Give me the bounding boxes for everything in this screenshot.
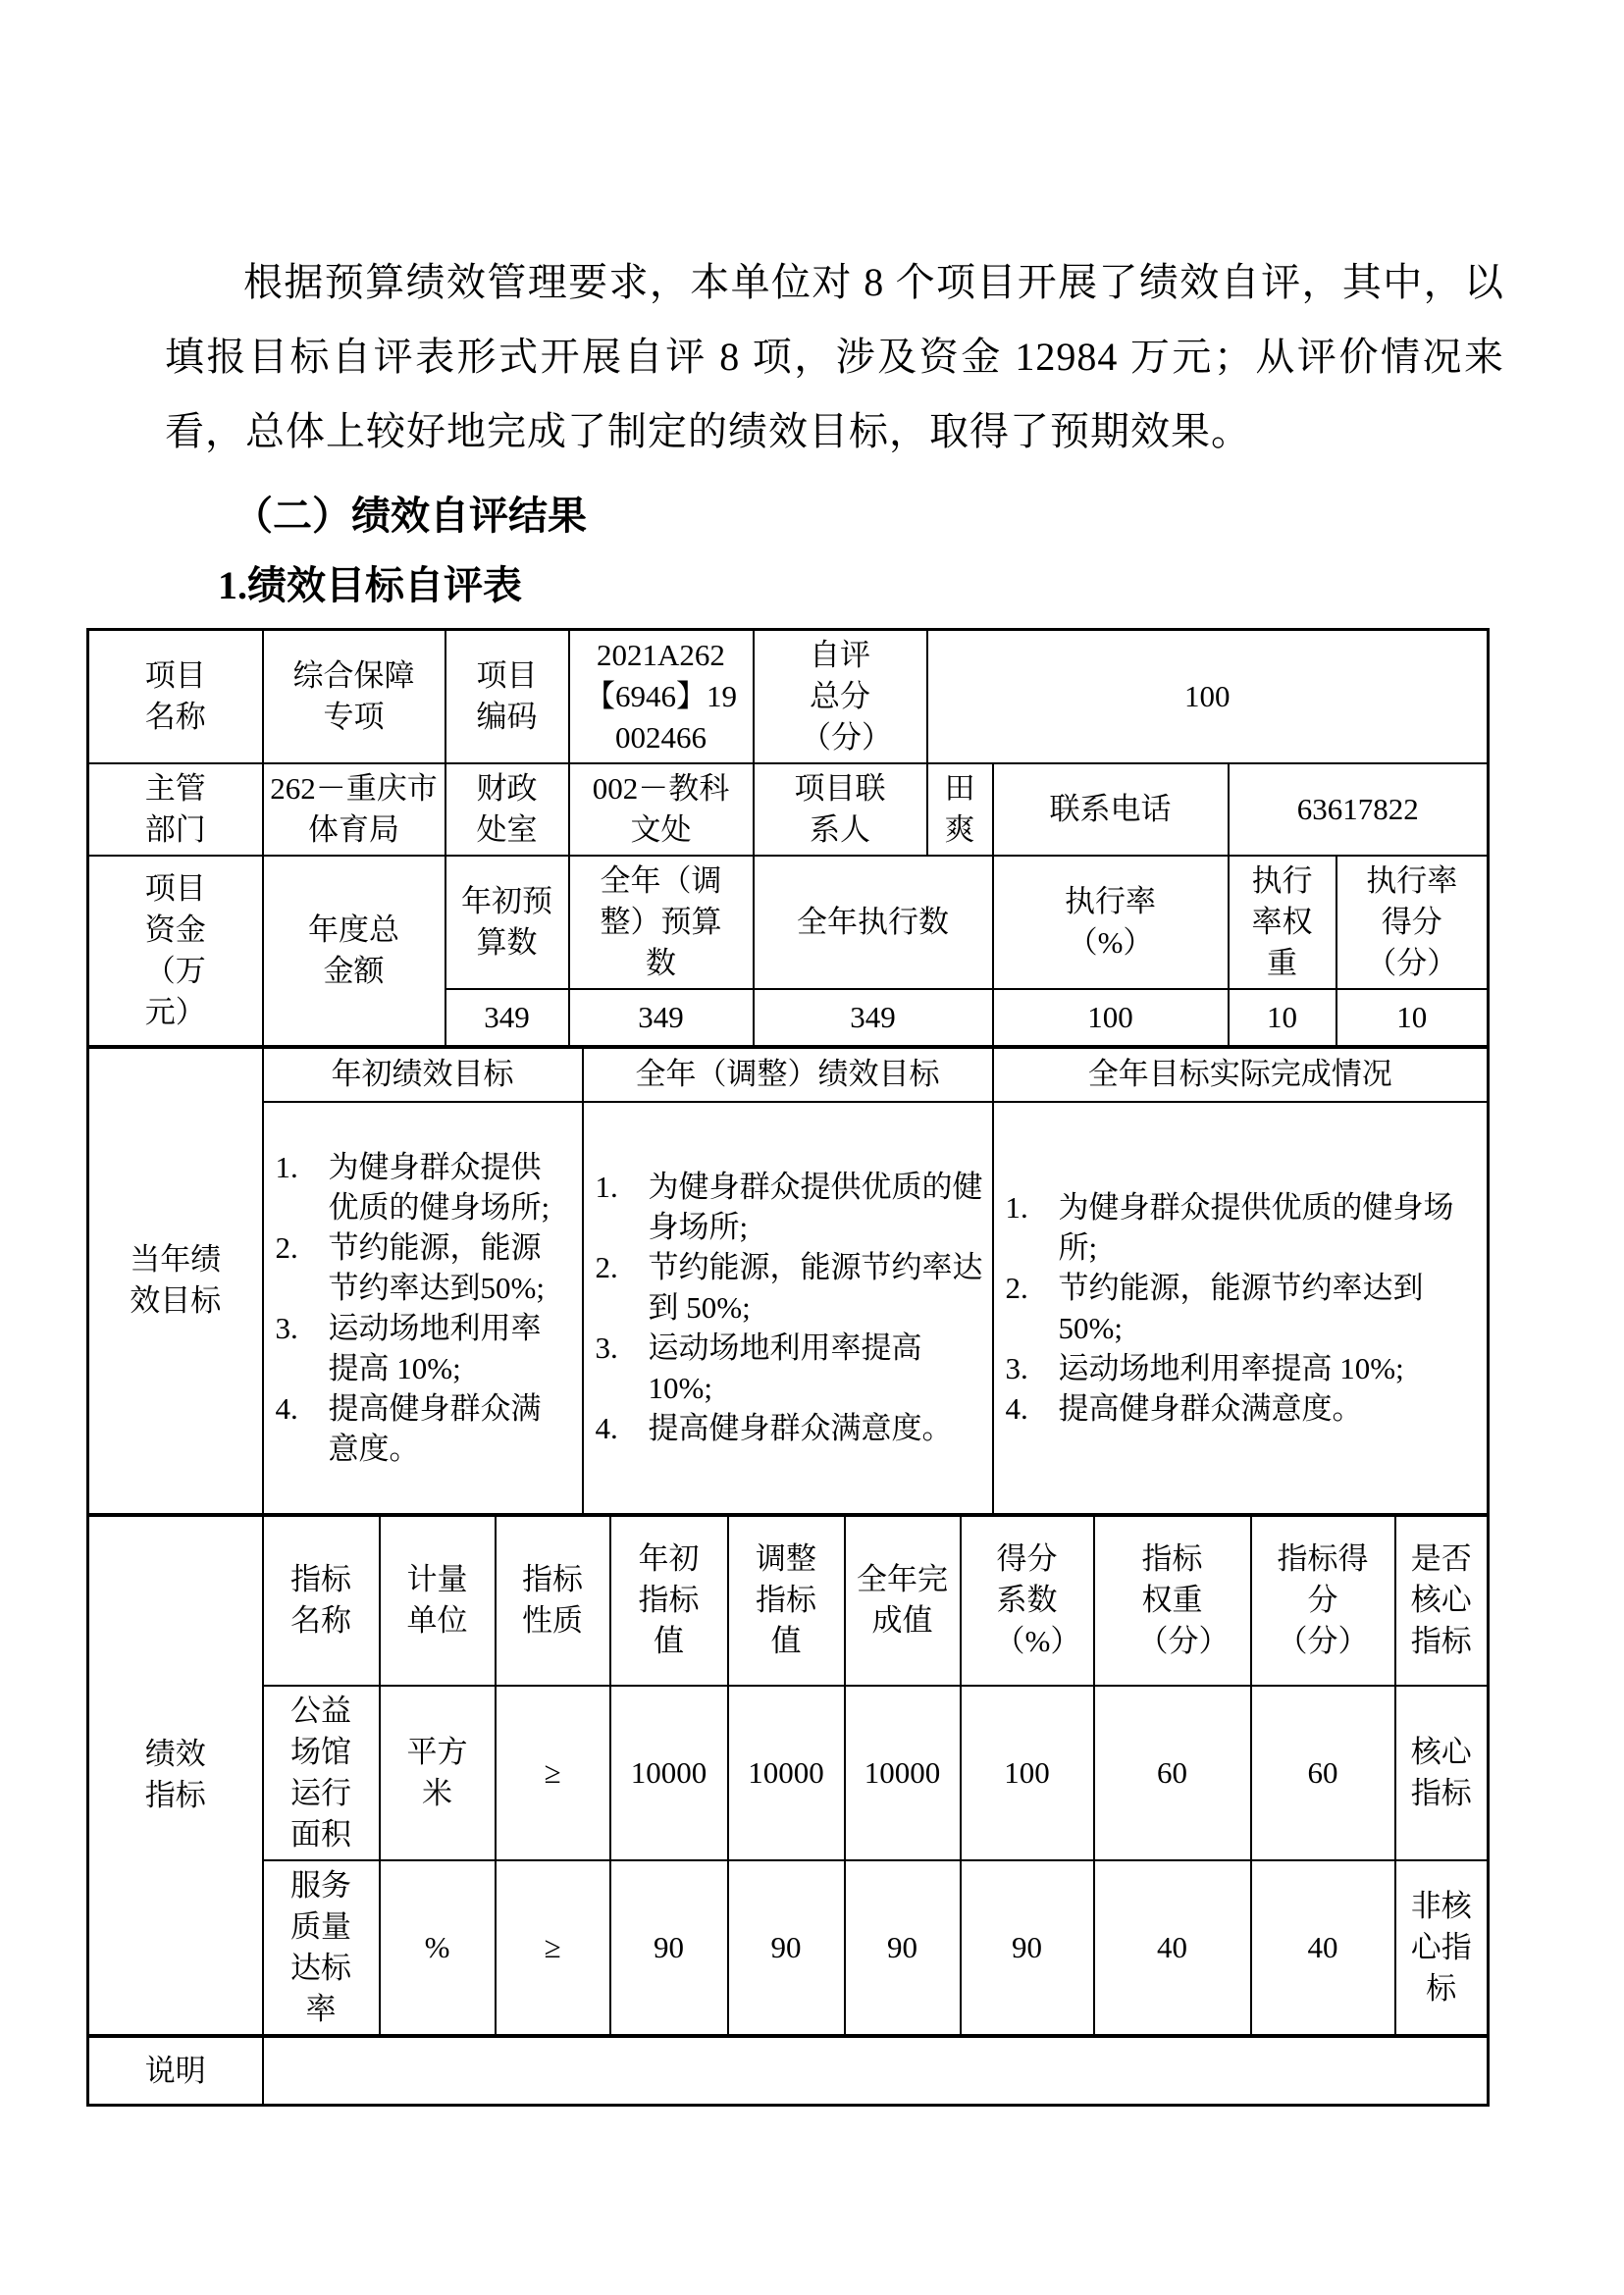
initial-value-cell: 90	[610, 1860, 728, 2036]
score-coefficient-header-cell	[961, 1515, 1094, 1686]
adjusted-budget-header-cell	[569, 856, 754, 989]
nature-cell: ≥	[496, 1860, 610, 2036]
indicator-name: 服务质量达标率	[290, 1868, 351, 2026]
phone-cell: 63617822	[1229, 763, 1489, 856]
goal-item: 为健身群众提供优质的健身场所;	[648, 1170, 983, 1245]
adjusted-goals-list	[586, 1167, 990, 1448]
dept-label: 主管部门	[144, 771, 206, 847]
core-flag: 非核心指标	[1410, 1889, 1472, 2006]
table-row	[88, 763, 1489, 856]
project-info-table	[86, 628, 1490, 1048]
indicators-table	[86, 1514, 1490, 2038]
core-flag-cell	[1395, 1860, 1489, 2036]
table-row	[88, 1047, 1489, 1102]
annual-total-label-cell	[263, 856, 445, 1046]
contact-value: 田爽	[944, 771, 975, 847]
project-name-value: 综合保障专项	[292, 658, 415, 734]
finance-office-label-cell	[445, 763, 569, 856]
note-content-cell	[263, 2037, 1489, 2106]
executed-value-cell: 349	[754, 989, 993, 1046]
weight-header-cell	[1094, 1515, 1251, 1686]
project-code-label: 项目编码	[476, 658, 538, 734]
goal-item: 节约能源，能源节约率达到 50%;	[1058, 1270, 1424, 1345]
rate-score-value-cell: 10	[1336, 989, 1489, 1046]
core-header: 是否核心指标	[1410, 1541, 1472, 1659]
adjusted-value-header-cell	[728, 1515, 845, 1686]
indicator-name-header: 指标名称	[290, 1562, 351, 1639]
contact-label: 项目联系人	[794, 771, 886, 847]
weight-cell: 60	[1094, 1686, 1251, 1860]
unit-cell	[380, 1686, 496, 1860]
adjusted-budget-value-cell: 349	[569, 989, 754, 1046]
goal-item: 节约能源，能源节约率达到50%;	[328, 1229, 545, 1305]
goals-table	[86, 1046, 1490, 1516]
unit-value: 平方米	[406, 1735, 468, 1810]
rate-weight-header: 执行率权重	[1251, 863, 1313, 980]
goal-item: 运动场地利用率提高 10%;	[648, 1330, 922, 1406]
phone-label-cell: 联系电话	[993, 763, 1229, 856]
adjusted-value-cell: 10000	[728, 1686, 845, 1860]
adjusted-goals-cell	[583, 1102, 993, 1514]
goal-item: 运动场地利用率提高 10%;	[328, 1310, 542, 1385]
execution-rate-header-cell	[993, 856, 1229, 989]
indicator-name-header-cell	[263, 1515, 380, 1686]
executed-header-cell: 全年执行数	[754, 856, 993, 989]
adjusted-value-header: 调整指标值	[756, 1541, 816, 1659]
project-code-label-cell	[445, 630, 569, 764]
note-table	[86, 2035, 1490, 2107]
project-name-label-cell	[88, 630, 263, 764]
rate-score-header-cell	[1336, 856, 1489, 989]
score-header: 指标得分（分）	[1277, 1541, 1369, 1659]
initial-budget-header-cell	[445, 856, 569, 989]
section-heading: （二）绩效自评结果	[234, 494, 587, 538]
actual-goals-list	[996, 1187, 1486, 1429]
initial-goals-list	[266, 1147, 560, 1469]
indicator-name: 公益场馆运行面积	[290, 1694, 351, 1852]
completed-value-header: 全年完成值	[857, 1562, 948, 1639]
dept-label-cell	[88, 763, 263, 856]
project-name-cell	[263, 630, 445, 764]
initial-goals-cell	[263, 1102, 583, 1514]
finance-office-value: 002－教科文处	[592, 771, 730, 847]
finance-office-label: 财政处室	[476, 771, 538, 847]
actual-goals-header-cell: 全年目标实际完成情况	[993, 1047, 1489, 1102]
core-flag: 核心指标	[1410, 1735, 1472, 1810]
score-coefficient-cell: 90	[961, 1860, 1094, 2036]
funding-label: 项目资金（万元）	[144, 870, 206, 1029]
core-header-cell	[1395, 1515, 1489, 1686]
table-title: 1.绩效目标自评表	[218, 563, 522, 607]
completed-value-header-cell	[845, 1515, 961, 1686]
intro-paragraph: 根据预算绩效管理要求，本单位对 8 个项目开展了绩效自评，其中，以填报目标自评表形式开展自评 8 项，涉及资金 12984 万元；从评价情况来看，总体上较好地完成了制定的绩效目标，取得了预期效果。	[165, 260, 1504, 453]
goals-label-cell	[88, 1047, 263, 1514]
rate-score-header: 执行率得分（分）	[1366, 863, 1458, 980]
funding-label-cell	[88, 856, 263, 1046]
initial-budget-header: 年初预算数	[461, 884, 552, 960]
initial-value-header: 年初指标值	[638, 1541, 700, 1659]
core-flag-cell	[1395, 1686, 1489, 1860]
goal-item: 运动场地利用率提高 10%;	[1058, 1350, 1404, 1385]
actual-goals-cell	[993, 1102, 1489, 1514]
indicators-label-cell	[88, 1515, 263, 2036]
table-row	[88, 1515, 1489, 1686]
nature-cell: ≥	[496, 1686, 610, 1860]
completed-value-cell: 10000	[845, 1686, 961, 1860]
table-row	[88, 856, 1489, 989]
self-score-label: 自评总分（分）	[801, 638, 892, 755]
unit-header-cell	[380, 1515, 496, 1686]
goal-item: 提高健身群众满意度。	[648, 1411, 953, 1446]
project-code-value: 2021A262【6946】19002466	[585, 638, 737, 755]
dept-cell	[263, 763, 445, 856]
self-score-cell: 100	[927, 630, 1489, 764]
rate-weight-value-cell: 10	[1229, 989, 1336, 1046]
nature-header-cell	[496, 1515, 610, 1686]
indicator-name-cell	[263, 1860, 380, 2036]
execution-rate-value-cell: 100	[993, 989, 1229, 1046]
goal-item: 提高健身群众满意度。	[328, 1390, 542, 1466]
project-code-cell	[569, 630, 754, 764]
finance-office-cell	[569, 763, 754, 856]
goal-item: 节约能源，能源节约率达到 50%;	[648, 1250, 983, 1326]
goals-label: 当年绩效目标	[130, 1242, 222, 1318]
contact-cell	[927, 763, 993, 856]
indicators-label: 绩效指标	[144, 1737, 206, 1813]
weight-header: 指标权重（分）	[1137, 1541, 1230, 1659]
goal-item: 提高健身群众满意度。	[1058, 1390, 1363, 1426]
self-score-label-cell	[754, 630, 927, 764]
adjusted-goals-header-cell: 全年（调整）绩效目标	[583, 1047, 993, 1102]
unit-header: 计量单位	[406, 1562, 468, 1639]
note-label-cell: 说明	[88, 2037, 263, 2106]
goal-item: 为健身群众提供优质的健身场所;	[1058, 1189, 1454, 1265]
adjusted-budget-header: 全年（调整）预算数	[600, 863, 722, 980]
indicator-row	[88, 1686, 1489, 1860]
unit-cell: %	[380, 1860, 496, 2036]
annual-total-label: 年度总金额	[308, 912, 399, 988]
table-row	[88, 2037, 1489, 2106]
execution-rate-header: 执行率（%）	[1065, 884, 1156, 960]
score-coefficient-header: 得分系数（%）	[994, 1541, 1081, 1659]
dept-value: 262－重庆市体育局	[270, 771, 438, 847]
adjusted-value-cell: 90	[728, 1860, 845, 2036]
indicator-row	[88, 1860, 1489, 2036]
initial-budget-value-cell: 349	[445, 989, 569, 1046]
weight-cell: 40	[1094, 1860, 1251, 2036]
completed-value-cell: 90	[845, 1860, 961, 2036]
table-row	[88, 630, 1489, 764]
score-header-cell	[1251, 1515, 1395, 1686]
initial-value-cell: 10000	[610, 1686, 728, 1860]
contact-label-cell	[754, 763, 927, 856]
indicator-name-cell	[263, 1686, 380, 1860]
initial-goals-header-cell: 年初绩效目标	[263, 1047, 583, 1102]
table-row	[88, 1102, 1489, 1514]
initial-value-header-cell	[610, 1515, 728, 1686]
score-cell: 40	[1251, 1860, 1395, 2036]
project-name-label: 项目名称	[144, 658, 206, 734]
self-evaluation-table	[86, 628, 1624, 2107]
score-coefficient-cell: 100	[961, 1686, 1094, 1860]
goal-item: 为健身群众提供优质的健身场所;	[328, 1149, 550, 1225]
score-cell: 60	[1251, 1686, 1395, 1860]
nature-header: 指标性质	[522, 1562, 583, 1639]
rate-weight-header-cell	[1229, 856, 1336, 989]
